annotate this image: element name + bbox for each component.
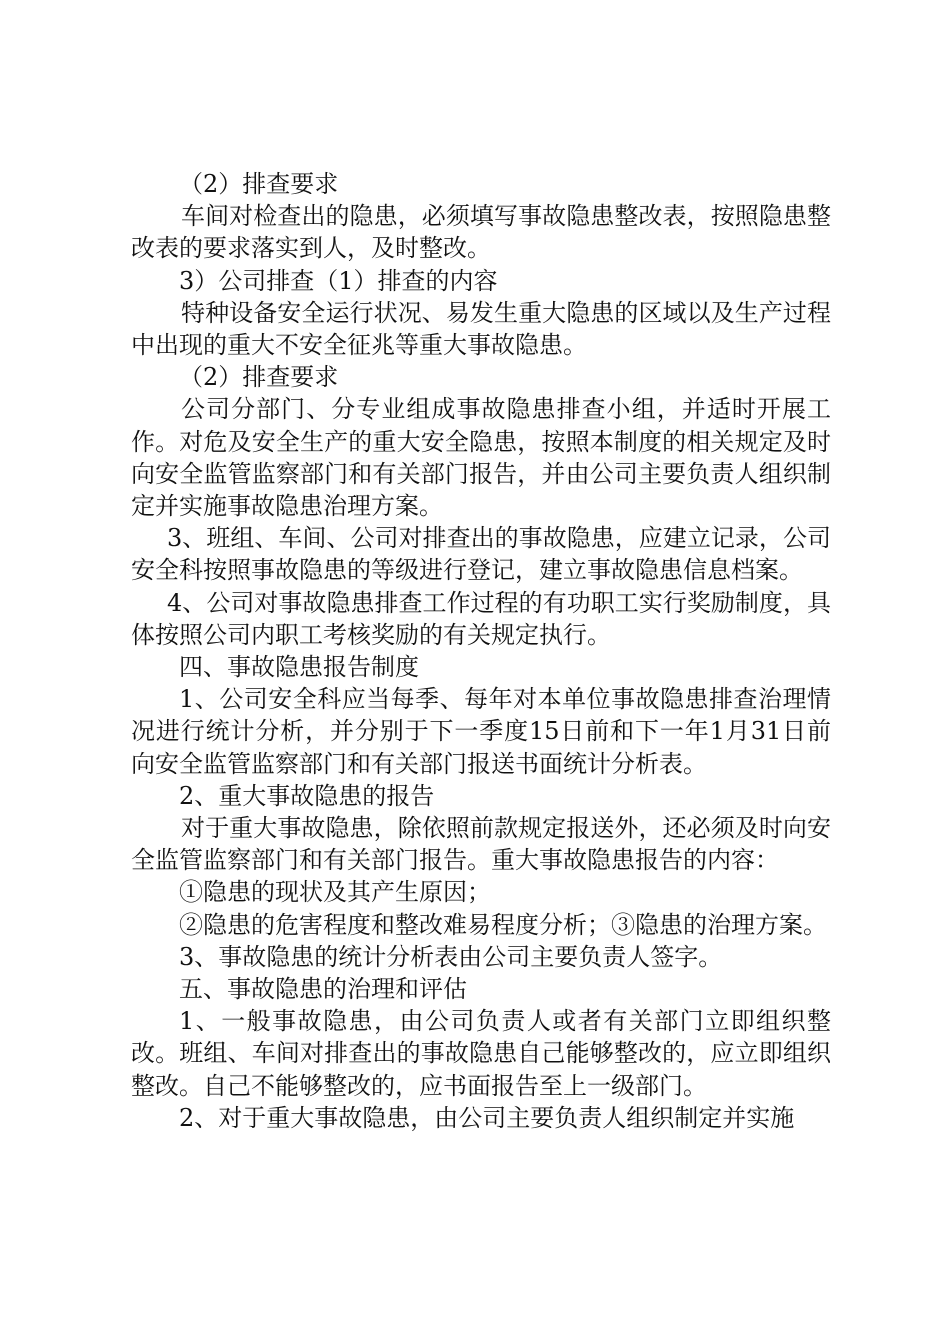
subheading-major-hazard-report: 2、重大事故隐患的报告 [179, 781, 435, 810]
paragraph-inspection-content: 特种设备安全运行状况、易发生重大隐患的区域以及生产过程中出现的重大不安全征兆等重大事故隐患。 [131, 298, 831, 360]
paragraph-inspection-team: 公司分部门、分专业组成事故隐患排查小组，并适时开展工作。对危及安全生产的重大安全隐患，按照本制度的相关规定及时向安全监管监察部门和有关部门报告，并由公司主要负责人组织制定并实施事故隐患治理方案。 [131, 395, 831, 521]
paragraph-statistical-analysis: 1、公司安全科应当每季、每年对本单位事故隐患排查治理情况进行统计分析，并分别于下一季度15日前和下一年1月31日前向安全监管监察部门和有关部门报送书面统计分析表。 [131, 685, 831, 778]
paragraph-major-hazard-governance: 2、对于重大事故隐患，由公司主要负责人组织制定并实施 [179, 1103, 795, 1132]
subheading-inspection-requirements-1: （2）排查要求 [179, 170, 339, 198]
list-item-hazard-severity: ②隐患的危害程度和整改难易程度分析；③隐患的治理方案。 [179, 910, 827, 939]
subheading-inspection-requirements-2: （2）排查要求 [179, 363, 339, 392]
paragraph-signature-requirement: 3、事故隐患的统计分析表由公司主要负责人签字。 [179, 942, 723, 971]
subheading-company-inspection: 3）公司排查（1）排查的内容 [179, 266, 498, 295]
section-heading-governance-evaluation: 五、事故隐患的治理和评估 [179, 975, 467, 1004]
paragraph-general-hazard-rectification: 1、一般事故隐患，由公司负责人或者有关部门立即组织整改。班组、车间对排查出的事故隐患自己能够整改的，应立即组织整改。自己不能够整改的，应书面报告至上一级部门。 [131, 1007, 831, 1100]
paragraph-reward-system: 4、公司对事故隐患排查工作过程的有功职工实行奖励制度，具体按照公司内职工考核奖励的有关规定执行。 [131, 588, 831, 649]
paragraph-major-hazard-reporting: 对于重大事故隐患，除依照前款规定报送外，还必须及时向安全监管监察部门和有关部门报告。重大事故隐患报告的内容： [131, 814, 831, 875]
section-heading-reporting-system: 四、事故隐患报告制度 [179, 653, 419, 682]
paragraph-workshop-rectification: 车间对检查出的隐患，必须填写事故隐患整改表，按照隐患整改表的要求落实到人，及时整改。 [131, 202, 831, 263]
document-body [131, 168, 831, 1134]
paragraph-record-keeping: 3、班组、车间、公司对排查出的事故隐患，应建立记录，公司安全科按照事故隐患的等级进行登记，建立事故隐患信息档案。 [131, 524, 831, 585]
list-item-hazard-status: ①隐患的现状及其产生原因； [179, 878, 491, 907]
